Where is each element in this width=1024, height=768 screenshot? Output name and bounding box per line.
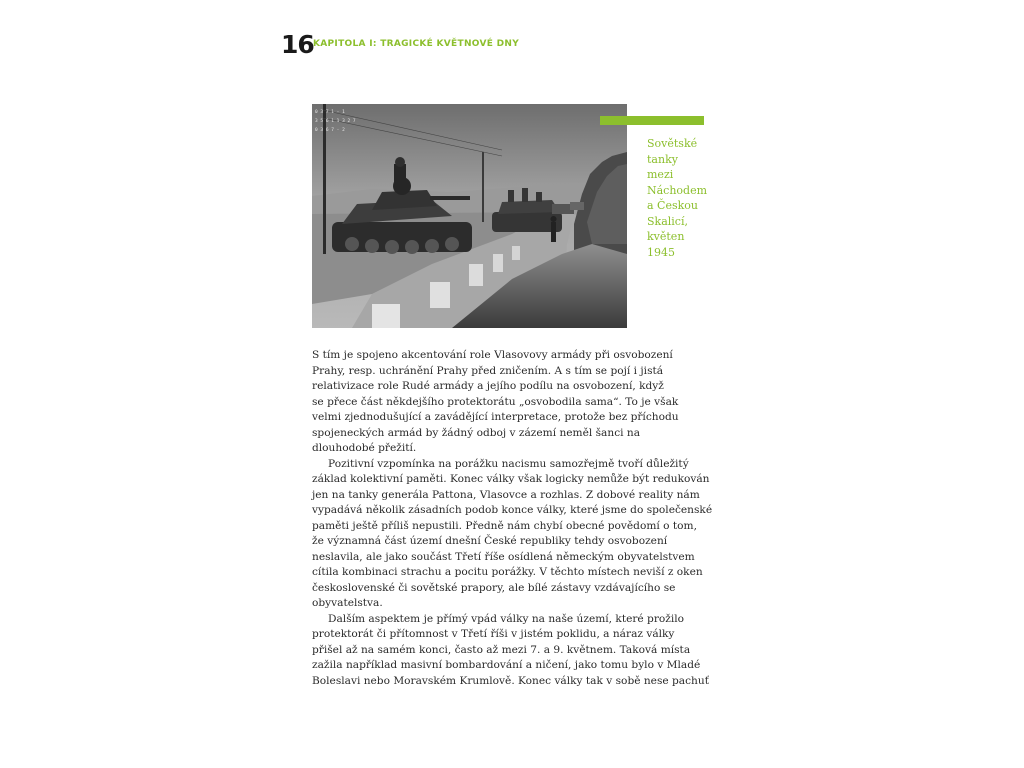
caption-line: Náchodem <box>647 183 708 197</box>
chapter-title: KAPITOLA I: TRAGICKÉ KVĚTNOVÉ DNY <box>313 39 520 49</box>
body-line: přišel až na samém konci, často až mezi 7. a 9. květnem. Taková místa <box>312 643 691 656</box>
tanks-photo <box>312 104 627 328</box>
caption-line: mezi <box>647 168 674 181</box>
body-line: vypadává několik zásadních podob konce války, které jsme do společenské <box>312 504 713 516</box>
body-line: Prahy, resp. uchránění Prahy před zničením. A s tím se pojí i jistá <box>312 364 664 377</box>
body-line: paměti ještě příliš nepustili. Předně nám chybí obecné povědomí o tom, <box>312 519 697 532</box>
body-line: neslavila, ale jako součást Třetí říše osídlená německým obyvatelstvem <box>312 550 695 563</box>
caption-line: Sovětské <box>647 137 698 150</box>
caption-line: a Českou <box>647 199 698 212</box>
body-line: velmi zjednodušující a zavádějící interpretace, protože bez příchodu <box>312 411 679 423</box>
body-line: zažila například masivní bombardování a ničení, jako tomu bylo v Mladé <box>312 659 701 671</box>
body-line: že významná část území dnešní České republiky tehdy osvobození <box>312 535 668 547</box>
body-line: československé či sovětské prapory, ale bílé zástavy vzdávajícího se <box>312 581 676 594</box>
page-number: 16 <box>281 30 314 59</box>
body-line: spojeneckých armád by žádný odboj v zázemí neměl šanci na <box>312 426 641 439</box>
body-line: Boleslavi nebo Moravském Krumlově. Konec války tak v sobě nese pachuť <box>312 674 709 687</box>
caption-line: tanky <box>647 152 678 166</box>
caption-line: Skalicí, <box>647 214 688 228</box>
body-line: dlouhodobé přežití. <box>312 442 417 454</box>
body-line: Dalším aspektem je přímý vpád války na naše území, které prožilo <box>328 612 685 625</box>
body-line: relativizace role Rudé armády a jejího podílu na osvobození, když <box>312 380 664 392</box>
body-line: základ kolektivní paměti. Konec války však logicky nemůže být redukován <box>312 473 710 485</box>
body-line: cítila kombinaci strachu a pocitu porážky. V těchto místech neviší z oken <box>312 566 703 578</box>
caption-line: 1945 <box>647 245 675 259</box>
body-line: se přece část někdejšího protektorátu „osvobodila sama“. To je však <box>312 395 679 408</box>
body-line: jen na tanky generála Pattona, Vlasovce a rozhlas. Z dobové reality nám <box>312 488 700 501</box>
caption-line: květen <box>647 230 685 243</box>
photo-corner-mark: 3 5 6 1 1 3 2 7 <box>315 119 356 124</box>
body-line: S tím je spojeno akcentování role Vlasovovy armády při osvobození <box>312 349 673 361</box>
body-text <box>312 348 732 689</box>
body-line: protektorát či přítomnost v Třetí říši v jistém poklidu, a náraz války <box>312 628 675 640</box>
tanks-photo-image <box>312 104 627 328</box>
photo-corner-mark: 0 3 6 7 - 2 <box>315 128 345 133</box>
body-line: Pozitivní vzpomínka na porážku nacismu samozřejmě tvoří důležitý <box>328 457 689 470</box>
caption-accent-bar <box>600 116 704 125</box>
photo-corner-mark: 0 3 7 1 - 1 <box>315 110 345 115</box>
photo-caption <box>647 136 707 260</box>
body-line: obyvatelstva. <box>312 597 383 609</box>
